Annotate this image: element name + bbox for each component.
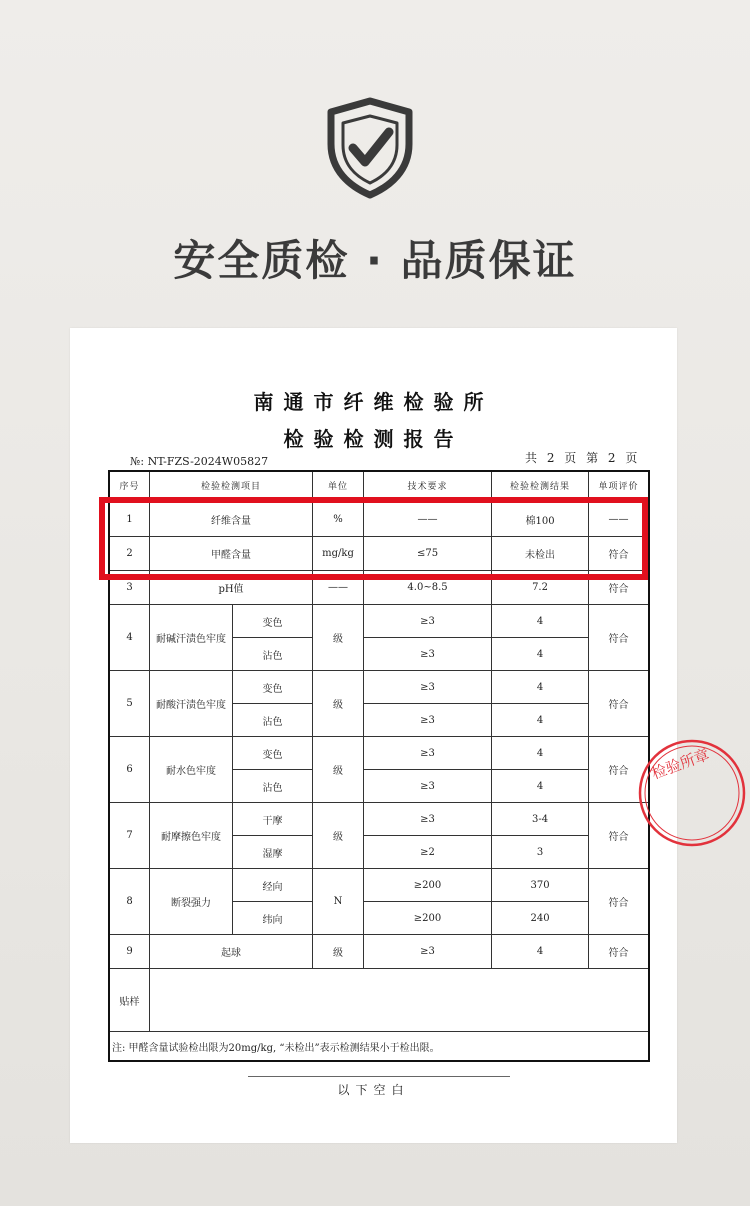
row-result: 未检出 [492,537,589,571]
row-no: 8 [110,869,150,935]
row-unit: N [313,869,364,935]
blank-below-text: 以下空白 [337,1083,410,1097]
row-item: 耐酸汗渍色牢度 [150,671,233,737]
row-unit: 级 [313,935,364,969]
row-requirement: ≥3 [364,704,492,737]
row-subitem: 沾色 [233,770,313,803]
report-title: 检验检测报告 [283,427,464,451]
table-row [110,737,649,770]
row-subitem: 变色 [233,605,313,638]
row-requirement: ≥200 [364,869,492,902]
row-unit: 级 [313,605,364,671]
row-result: 240 [492,902,589,935]
shield-check-icon [327,98,413,198]
row-requirement: ≥3 [364,638,492,671]
header-result: 检验检测结果 [492,472,589,503]
row-result: 棉100 [492,503,589,537]
row-item: 甲醛含量 [150,537,313,571]
row-item: pH值 [150,571,313,605]
note-text: 注: 甲醛含量试验检出限为20mg/kg, “未检出”表示检测结果小于检出限。 [110,1032,649,1061]
row-evaluation: —— [589,503,649,537]
row-result: 4 [492,704,589,737]
row-result: 4 [492,605,589,638]
row-result: 3 [492,836,589,869]
row-requirement: 4.0~8.5 [364,571,492,605]
row-item: 断裂强力 [150,869,233,935]
row-no: 9 [110,935,150,969]
row-unit: 级 [313,671,364,737]
row-no: 5 [110,671,150,737]
table-row [110,803,649,836]
sample-area [150,969,649,1032]
row-requirement: ≥3 [364,770,492,803]
table-row [110,671,649,704]
row-result: 7.2 [492,571,589,605]
highlight-box [99,497,648,580]
row-result: 4 [492,770,589,803]
row-evaluation: 符合 [589,537,649,571]
row-subitem: 干摩 [233,803,313,836]
svg-text:检验所章: 检验所章 [649,745,712,783]
row-subitem: 沾色 [233,638,313,671]
row-no: 7 [110,803,150,869]
row-requirement: —— [364,503,492,537]
header-item: 检验检测项目 [150,472,313,503]
row-unit: —— [313,571,364,605]
row-unit: % [313,503,364,537]
table-row [110,869,649,902]
row-no: 4 [110,605,150,671]
header-no: 序号 [110,472,150,503]
header-requirement: 技术要求 [364,472,492,503]
row-subitem: 变色 [233,737,313,770]
row-subitem: 纬向 [233,902,313,935]
row-evaluation: 符合 [589,671,649,737]
row-unit: 级 [313,803,364,869]
row-subitem: 沾色 [233,704,313,737]
row-subitem: 变色 [233,671,313,704]
report-number: №: NT-FZS-2024W05827 [130,455,269,468]
page-info: 共 2 页 第 2 页 [525,451,641,465]
row-item: 耐碱汗渍色牢度 [150,605,233,671]
row-evaluation: 符合 [589,605,649,671]
row-no: 1 [110,503,150,537]
row-no: 6 [110,737,150,803]
row-result: 4 [492,737,589,770]
row-requirement: ≤75 [364,537,492,571]
row-evaluation: 符合 [589,935,649,969]
test-report-paper [70,328,677,1143]
inspection-seal [636,737,712,849]
row-evaluation: 符合 [589,737,649,803]
row-item: 起球 [150,935,313,969]
row-requirement: ≥2 [364,836,492,869]
table-row [110,935,649,969]
row-requirement: ≥3 [364,671,492,704]
row-no: 2 [110,537,150,571]
row-evaluation: 符合 [589,869,649,935]
row-evaluation: 符合 [589,803,649,869]
row-subitem: 湿摩 [233,836,313,869]
row-requirement: ≥200 [364,902,492,935]
row-item: 耐水色牢度 [150,737,233,803]
row-requirement: ≥3 [364,935,492,969]
row-requirement: ≥3 [364,737,492,770]
note-row [110,1032,649,1061]
row-evaluation: 符合 [589,571,649,605]
hero-banner [0,0,750,330]
slogan: 安全质检 · 品质保证 [173,236,577,285]
row-result: 4 [492,638,589,671]
sample-label: 贴样 [110,969,150,1032]
row-requirement: ≥3 [364,803,492,836]
row-result: 4 [492,935,589,969]
row-result: 3-4 [492,803,589,836]
row-item: 纤维含量 [150,503,313,537]
header-evaluation: 单项评价 [589,472,649,503]
row-unit: mg/kg [313,537,364,571]
row-unit: 级 [313,737,364,803]
row-item: 耐摩擦色牢度 [150,803,233,869]
blank-divider [248,1076,510,1077]
header-unit: 单位 [313,472,364,503]
sample-row [110,969,649,1032]
row-no: 3 [110,571,150,605]
row-subitem: 经向 [233,869,313,902]
row-requirement: ≥3 [364,605,492,638]
row-result: 370 [492,869,589,902]
table-row [110,605,649,638]
report-organization: 南通市纤维检验所 [253,390,494,414]
row-result: 4 [492,671,589,704]
